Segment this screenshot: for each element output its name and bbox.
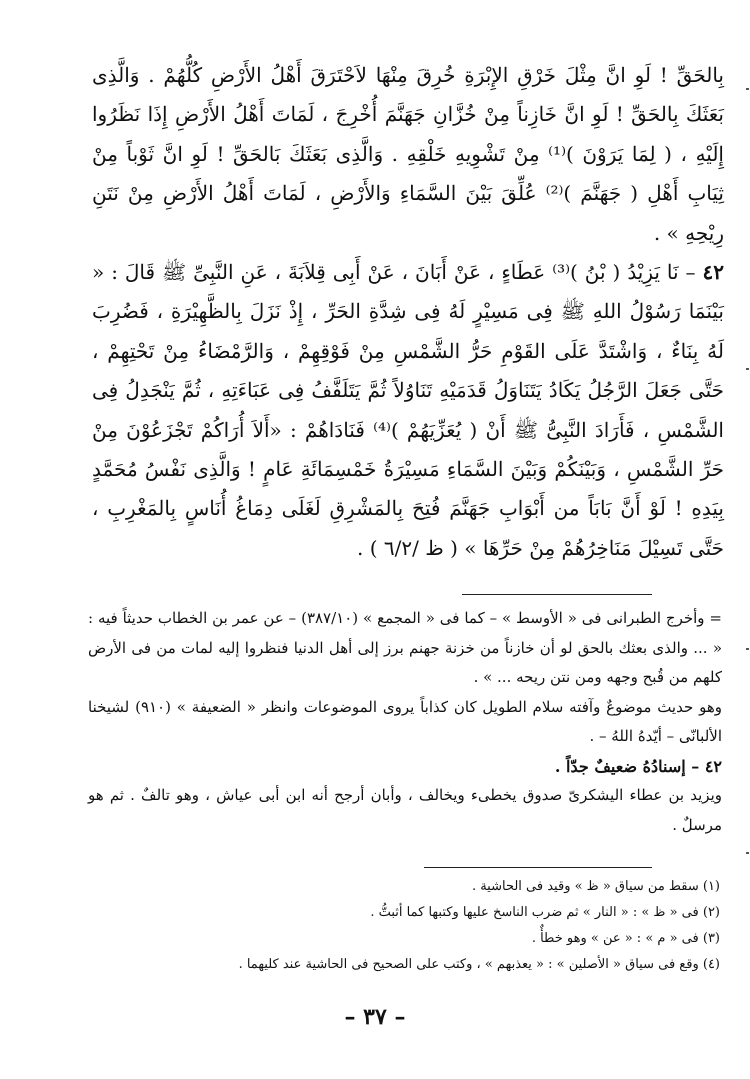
footnote-4: (٤) وقع فى سياق « الأصلين » : « يعذبهم » ، وكتب على الصحيح فى الحاشية عند كليهما . (238, 957, 720, 972)
commentary-divider (462, 594, 652, 595)
edge-mark (746, 368, 749, 370)
hadith-41-ending: بِالحَقِّ ! لَوِ انَّ مِثْلَ خَرْقِ الإِبْرَةِ خُرِقَ مِنْهَا لاَحْتَرَقَ أَهْلُ الأَرْضِ كُلُّهُمْ . وَالَّذِى بَعَثَكَ بِالحَقِّ ! لَوِ انَّ خَازِناً مِنْ خُزَّانِ جَهَنَّمَ أُخْرِجَ ، لَمَاتَ أَهْلُ الأَرْضِ إِذَا نَظَرُوا إِلَيْهِ ، ( لِمَا يَرَوْنَ )⁽¹⁾ مِنْ تَشْوِيهِ خَلْقِهِ . وَالَّذِى بَعَثَكَ بَالحَقِّ ! لَوِ انَّ ثَوْباً مِنْ ثِيَابِ أَهْلِ ( جَهَنَّمَ )⁽²⁾ عُلِّقَ بَيْنَ السَّمَاءِ وَالأَرْضِ ، لَمَاتَ أَهْلُ الأَرْضِ مِنْ نَتَنِ رِيْحِهِ » . (92, 63, 724, 245)
footnotes-divider (424, 867, 652, 868)
main-text-block (92, 56, 724, 568)
edge-mark (746, 88, 749, 90)
edge-mark (746, 852, 749, 854)
isnad-heading: ٤٢ – إسنادُهُ ضعيفٌ جدّاً . (554, 756, 722, 776)
footnote-2: (٢) فى « ظ » : « النار » ثم ضرب الناسخ عليها وكتبها كما أثبتُّ . (370, 905, 720, 920)
page-number: – ٣٧ – (344, 1004, 406, 1030)
commentary-paragraph-2: وهو حديث موضوعٌ وآفته سلام الطويل كان كذاباً يروى الموضوعات وانظر « الضعيفة » (٩١٠) لشيخنا الألبانّى – أيّدهُ اللهُ – . (88, 697, 722, 745)
edge-mark (746, 648, 749, 650)
commentary-paragraph-1: = وأخرج الطبرانى فى « الأوسط » – كما فى « المجمع » (٣٨٧/١٠) – عن عمر بن الخطاب حديثاً فيه : « ... والذى بعثك بالحق لو أن خازناً من خزنة جهنم برز إلى أهل الدنيا فنظروا إليه لمات من فى الأرض كلهم من قُبح وجهه ومن نتن ريحه ... » . (88, 609, 723, 686)
hadith-number: ٤٢ (702, 260, 725, 285)
footnotes-block (100, 874, 720, 978)
commentary-block (88, 604, 722, 840)
hadith-42-text: – نَا يَزِيْدُ ( بْنُ )⁽³⁾ عَطَاءٍ ، عَنْ أَبَانَ ، عَنْ أَبِى قِلاَبَةَ ، عَنِ النَّبِىِّ ﷺ قَالَ : « بَيْنَمَا رَسُوْلُ اللهِ ﷺ فِى مَسِيْرٍ لَهُ فِى شِدَّةِ الحَرِّ ، إِذْ نَزَلَ بِالظَّهِيْرَةِ ، فَضُرِبَ لَهُ بِنَاءٌ ، وَاشْتَدَّ عَلَى القَوْمِ حَرُّ الشَّمْسِ مِنْ فَوْقِهِمْ ، وَالرَّمْضَاءُ مِنْ تَحْتِهِمْ ، حَتَّى جَعَلَ الرَّجُلُ يَكَادُ يَتَنَاوَلُ قَدَمَيْهِ تَنَاوُلاً ثُمَّ يَتَلَفَّفُ فِى عَبَاءَتِهِ ، ثُمَّ يَنْجَدِلُ فِى الشَّمْسِ ، فَأَرَادَ النَّبِىُّ ﷺ أَنْ ( يُعَزِّيَهُمْ )⁽⁴⁾ فَنَادَاهُمْ : «أَلاَ أُرَاكُمْ تَجْزَعُوْنَ مِنْ حَرِّ الشَّمْسِ ، وَبَيْنَكُمْ وَبَيْنَ السَّمَاءِ مَسِيْرَةُ خَمْسِمَائَةِ عَامٍ ! وَالَّذِى نَفْسُ مُحَمَّدٍ بِيَدِهِ ! لَوْ أَنَّ بَابَاً من أَبْوَابِ جَهَنَّمَ فُتِحَ بِالمَشْرِقِ لَغَلَى دِمَاغُ أُنَاسٍ بِالمَغْرِبِ ، حَتَّى تَسِيْلَ مَنَاخِرُهُمْ مِنْ حَرِّهَا » ( ظ /٦/٢ ) . (92, 260, 724, 560)
commentary-paragraph-3: ويزيد بن عطاء اليشكرىّ صدوق يخطىء ويخالف ، وأبان أرجح أنه ابن أبى عياش ، وهو تالفٌ . ثم هو مرسلٌ . (88, 786, 722, 834)
footnote-1: (١) سقط من سياق « ظ » وقيد فى الحاشية . (471, 879, 720, 894)
footnote-3: (٣) فى « م » : « عن » وهو خطأٌ . (531, 931, 720, 946)
hadith-42 (92, 253, 724, 568)
